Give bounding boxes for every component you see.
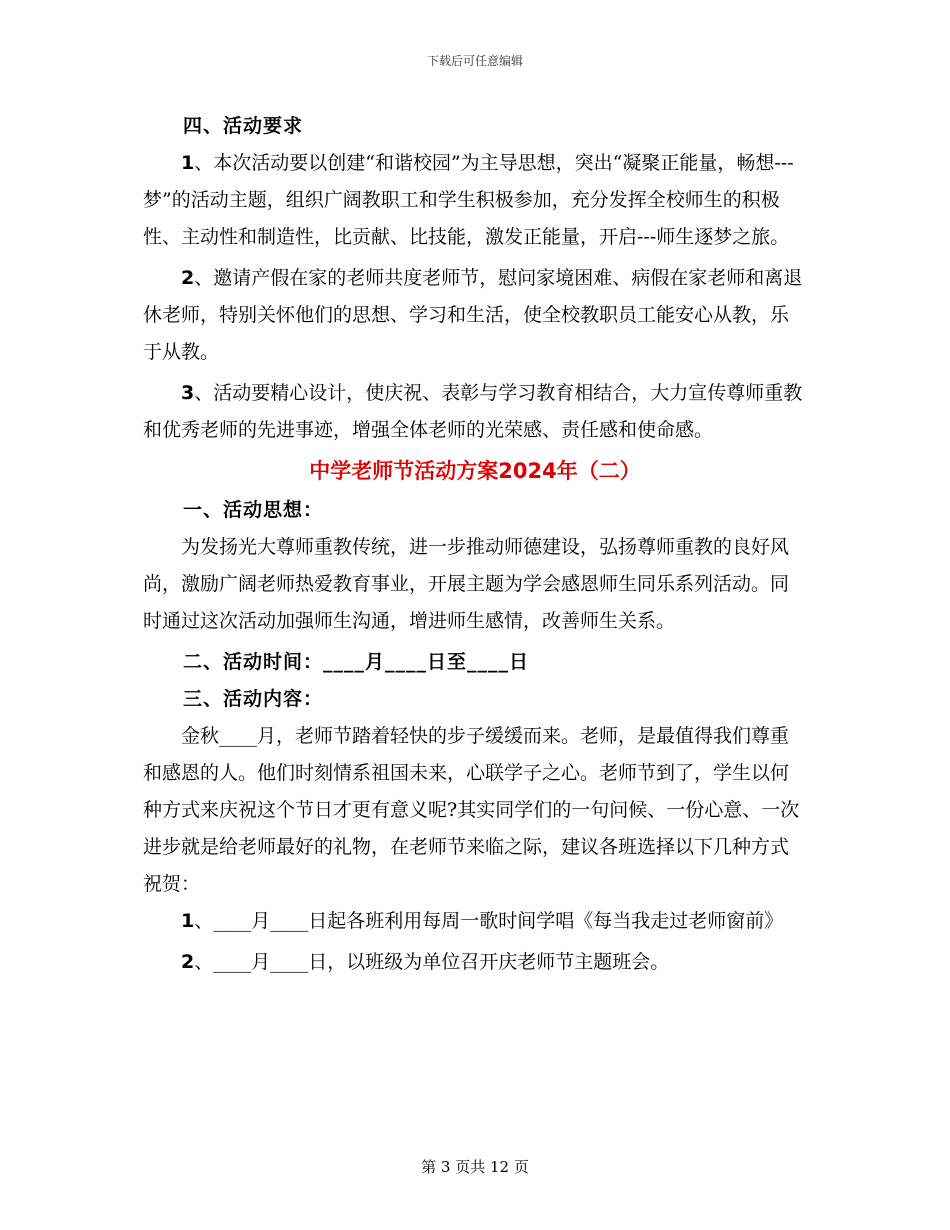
document-body [143,108,807,981]
item-text: 、本次活动要以创建“和谐校园”为主导思想，突出“凝聚正能量，畅想---梦”的活动主题，组织广阔教职工和学生积极参加，充分发挥全校师生的积极性、主动性和制造性，比贡献、比技能，激发正能量，开启---师生逐梦之旅。 [143,152,794,248]
idea-paragraph: 为发扬光大尊师重教传统，进一步推动师德建设，弘扬尊师重教的良好风尚，激励广阔老师热爱教育事业，开展主题为学会感恩师生同乐系列活动。同时通过这次活动加强师生沟通，增进师生感情，改善师生关系。 [143,536,790,632]
item-number: 1 [181,910,195,932]
requirement-item-1 [143,145,807,256]
section-heading-idea: 一、活动思想： [183,499,324,521]
item-number: 1 [181,152,195,174]
content-item-1 [143,903,807,940]
requirement-item-3 [143,375,807,449]
requirement-item-2 [143,260,807,371]
page-footer: 第 3 页共 12 页 [421,1158,529,1176]
section-heading-content: 三、活动内容： [183,688,324,710]
content-item-2 [143,944,807,981]
page-header: 下载后可任意编辑 [426,54,523,68]
content-paragraph: 金秋____月，老师节踏着轻快的步子缓缓而来。老师，是最值得我们尊重和感恩的人。他们时刻情系祖国未来，心联学子之心。老师节到了，学生以何种方式来庆祝这个节日才更有意义呢?其实同学们的一句问候、一份心意、一次进步就是给老师最好的礼物，在老师节来临之际，建议各班选择以下几种方式祝贺： [143,725,800,895]
item-text: 、____月____日，以班级为单位召开庆老师节主题班会。 [194,951,670,973]
item-number: 2 [181,951,195,973]
item-text: 、邀请产假在家的老师共度老师节，慰问家境困难、病假在家老师和离退休老师，特别关怀他们的思想、学习和生活，使全校教职员工能安心从教，乐于从教。 [143,267,803,363]
item-number: 2 [181,267,195,289]
item-text: 、活动要精心设计，使庆祝、表彰与学习教育相结合，大力宣传尊师重教和优秀老师的先进事迹，增强全体老师的光荣感、责任感和使命感。 [143,382,803,441]
item-number: 3 [181,382,195,404]
plan-title: 中学老师节活动方案2024年（二） [309,459,641,483]
section-heading-requirements: 四、活动要求 [183,115,304,137]
section-heading-time: 二、活动时间：____月____日至____日 [183,651,530,673]
item-text: 、____月____日起各班利用每周一歌时间学唱《每当我走过老师窗前》 [194,910,784,932]
